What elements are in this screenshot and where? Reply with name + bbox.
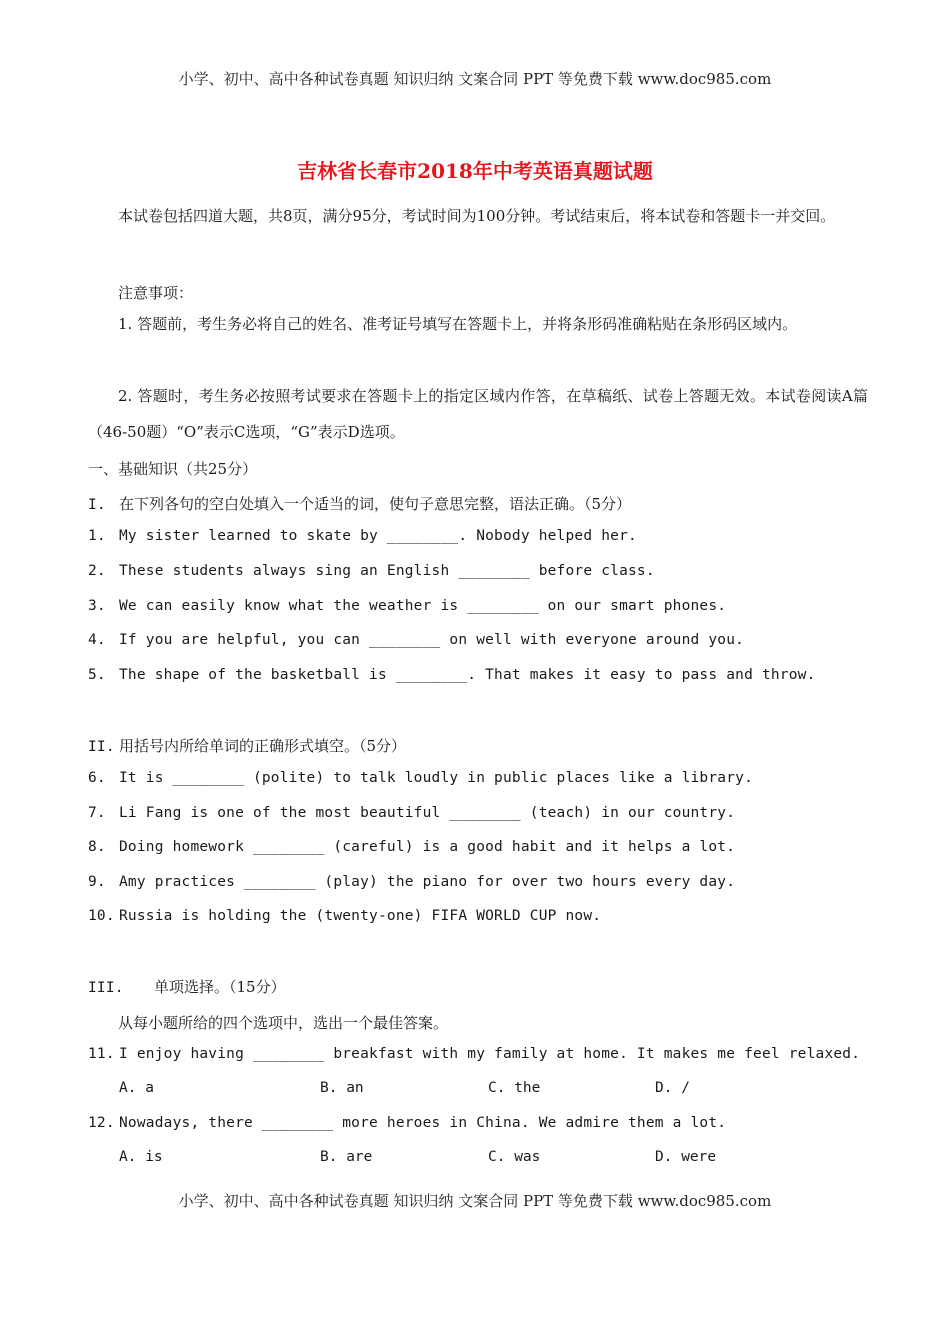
- notice-label: 注意事项：: [118, 284, 194, 302]
- notice-item-2: 2. 答题时，考生务必按照考试要求在答题卡上的指定区域内作答，在草稿纸、试卷上答题无效。本试卷阅读A篇（46-50题）“O”表示C选项，“G”表示D选项。: [88, 387, 868, 441]
- page-title: 吉林省长春市2018年中考英语真题试题: [297, 159, 653, 183]
- section3-instruction-line: [88, 976, 286, 997]
- section2-number: II.: [88, 739, 115, 755]
- question-number: 7.: [88, 805, 106, 821]
- question-text: Amy practices ________ (play) the piano for over two hours every day.: [119, 874, 736, 890]
- question-text: We can easily know what the weather is ________ on our smart phones.: [119, 598, 727, 614]
- question-number: 8.: [88, 839, 106, 855]
- page-footer: 小学、初中、高中各种试卷真题 知识归纳 文案合同 PPT 等免费下载 www.doc985.com: [178, 1192, 772, 1210]
- question-9: [88, 874, 735, 890]
- question-5: [88, 667, 816, 683]
- question-number: 10.: [88, 908, 115, 924]
- q12-option-b: B. are: [320, 1149, 373, 1165]
- section2-instruction-line: [88, 735, 406, 756]
- q11-option-c: C. the: [488, 1080, 541, 1096]
- intro-paragraph: 本试卷包括四道大题，共8页，满分95分，考试时间为100分钟。考试结束后，将本试卷和答题卡一并交回。: [118, 207, 836, 225]
- section3-sub-instruction: 从每小题所给的四个选项中，选出一个最佳答案。: [118, 1014, 449, 1032]
- question-text: Li Fang is one of the most beautiful ________ (teach) in our country.: [119, 805, 736, 821]
- part1-heading: 一、基础知识（共25分）: [88, 460, 258, 478]
- q11-option-b: B. an: [320, 1080, 364, 1096]
- q12-option-d: D. were: [655, 1149, 717, 1165]
- question-8: [88, 839, 735, 855]
- q11-option-a: A. a: [119, 1080, 154, 1096]
- question-text: If you are helpful, you can ________ on well with everyone around you.: [119, 632, 745, 648]
- question-1: [88, 528, 637, 544]
- q12-option-c: C. was: [488, 1149, 541, 1165]
- question-7: [88, 805, 735, 821]
- question-number: 1.: [88, 528, 106, 544]
- question-number: 5.: [88, 667, 106, 683]
- section2-instruction: 用括号内所给单词的正确形式填空。（5分）: [119, 737, 407, 755]
- section3-number: III.: [88, 980, 124, 996]
- question-number: 3.: [88, 598, 106, 614]
- question-2: [88, 563, 655, 579]
- question-text: These students always sing an English ________ before class.: [119, 563, 655, 579]
- notice-item-1: 1. 答题前，考生务必将自己的姓名、准考证号填写在答题卡上，并将条形码准确粘贴在条形码区域内。: [118, 315, 798, 333]
- section1-number: I.: [88, 497, 106, 513]
- section1-instruction-line: [88, 493, 631, 514]
- section1-instruction: 在下列各句的空白处填入一个适当的词，使句子意思完整，语法正确。（5分）: [119, 495, 632, 513]
- question-number: 4.: [88, 632, 106, 648]
- q11-option-d: D. /: [655, 1080, 690, 1096]
- section3-instruction: 单项选择。（15分）: [154, 978, 286, 996]
- question-number: 9.: [88, 874, 106, 890]
- question-text: Russia is holding the (twenty-one) FIFA WORLD CUP now.: [119, 908, 602, 924]
- question-number: 2.: [88, 563, 106, 579]
- question-4: [88, 632, 744, 648]
- question-text: The shape of the basketball is ________. That makes it easy to pass and throw.: [119, 667, 816, 683]
- question-number: 11.: [88, 1046, 115, 1062]
- question-text: I enjoy having ________ breakfast with my family at home. It makes me feel relaxed.: [119, 1046, 861, 1062]
- question-text: My sister learned to skate by ________. Nobody helped her.: [119, 528, 637, 544]
- question-text: It is ________ (polite) to talk loudly in public places like a library.: [119, 770, 754, 786]
- question-6: [88, 770, 753, 786]
- question-10: [88, 908, 601, 924]
- question-number: 12.: [88, 1115, 115, 1131]
- question-12: [88, 1115, 726, 1131]
- q12-option-a: A. is: [119, 1149, 163, 1165]
- question-3: [88, 598, 726, 614]
- question-text: Nowadays, there ________ more heroes in China. We admire them a lot.: [119, 1115, 727, 1131]
- question-text: Doing homework ________ (careful) is a good habit and it helps a lot.: [119, 839, 736, 855]
- question-11: [88, 1046, 860, 1062]
- page-header: 小学、初中、高中各种试卷真题 知识归纳 文案合同 PPT 等免费下载 www.doc985.com: [178, 70, 772, 88]
- question-number: 6.: [88, 770, 106, 786]
